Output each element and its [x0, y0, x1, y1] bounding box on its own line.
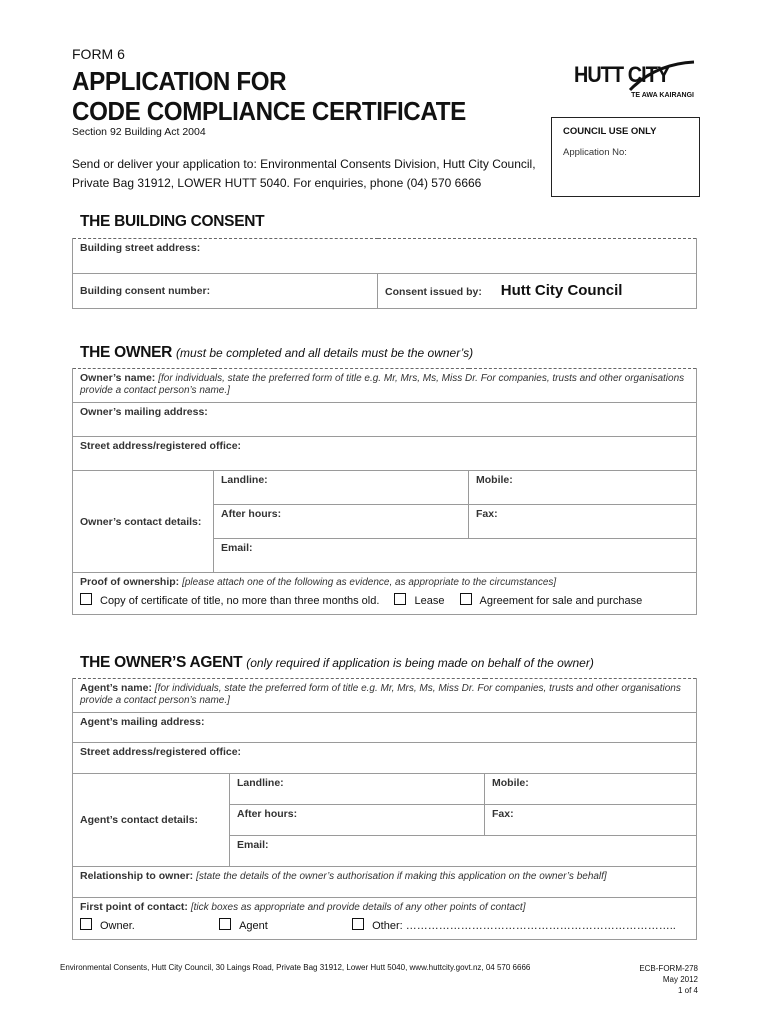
- owner-mailing-address-field[interactable]: [73, 403, 697, 437]
- agent-street-address-field[interactable]: [73, 743, 697, 774]
- form-number: FORM 6: [72, 46, 125, 62]
- send-line-2: Private Bag 31912, LOWER HUTT 5040. For enquiries, phone (04) 570 6666: [72, 176, 482, 190]
- owner-name-hint: [for individuals, state the preferred form of title e.g. Mr, Mrs, Ms, Miss Dr. For companies, trusts and other organisations provide a contact person’s name.]: [80, 373, 685, 396]
- agent-name-field[interactable]: [73, 679, 697, 713]
- building-consent-number-label: Building consent number:: [80, 285, 211, 297]
- owner-heading-note: (must be completed and all details must be the owner’s): [176, 346, 474, 360]
- contact-option-agent-label: Agent: [239, 920, 268, 932]
- owner-heading-text: THE OWNER: [80, 344, 173, 361]
- agent-contact-details-label: Agent’s contact details:: [80, 814, 199, 826]
- owner-landline-label: Landline:: [221, 474, 268, 486]
- proof-of-ownership-label: Proof of ownership:: [80, 576, 180, 588]
- agent-after-hours-field[interactable]: [230, 805, 485, 836]
- title-line-2: CODE COMPLIANCE CERTIFICATE: [72, 96, 466, 126]
- owner-email-field[interactable]: [214, 539, 697, 573]
- relationship-to-owner-hint: [state the details of the owner’s authorisation if making this application on the owner’s behalf]: [196, 871, 607, 882]
- owner-contact-details-label: Owner’s contact details:: [80, 515, 202, 528]
- building-street-address-field[interactable]: [73, 239, 697, 274]
- checkbox-icon[interactable]: [80, 918, 92, 930]
- proof-option-agreement-label: Agreement for sale and purchase: [479, 595, 643, 607]
- page-title: [72, 66, 466, 126]
- contact-option-other[interactable]: [352, 920, 676, 932]
- agent-mailing-address-field[interactable]: [73, 713, 697, 743]
- owner-mobile-label: Mobile:: [476, 474, 513, 486]
- footer-date: May 2012: [662, 975, 698, 984]
- council-use-box: [551, 117, 700, 197]
- proof-of-ownership-cell: [73, 573, 697, 615]
- consent-issued-by-label: Consent issued by:: [385, 286, 482, 298]
- owner-contact-details-cell: [73, 471, 214, 573]
- section-reference: Section 92 Building Act 2004: [72, 126, 206, 138]
- send-instructions: [72, 155, 542, 193]
- footer-form-code: ECB-FORM-278: [639, 964, 698, 973]
- agent-email-label: Email:: [237, 839, 269, 851]
- agent-heading-note: (only required if application is being made on behalf of the owner): [246, 656, 594, 670]
- first-point-of-contact-label: First point of contact:: [80, 901, 188, 913]
- application-no-label: Application No:: [563, 147, 627, 158]
- building-consent-table: [72, 238, 697, 309]
- agent-contact-details-cell: [73, 774, 230, 867]
- title-line-1: APPLICATION FOR: [72, 66, 287, 96]
- send-line-1: Send or deliver your application to: Environmental Consents Division, Hutt City Council,: [72, 157, 536, 171]
- proof-option-agreement[interactable]: [460, 595, 643, 607]
- owner-fax-field[interactable]: [469, 505, 697, 539]
- agent-mobile-label: Mobile:: [492, 777, 529, 789]
- agent-street-address-label: Street address/registered office:: [80, 746, 242, 758]
- building-consent-heading: THE BUILDING CONSENT: [80, 213, 265, 230]
- agent-fax-field[interactable]: [485, 805, 697, 836]
- agent-mailing-address-label: Agent’s mailing address:: [80, 716, 205, 728]
- relationship-to-owner-label: Relationship to owner:: [80, 870, 194, 882]
- checkbox-icon[interactable]: [80, 593, 92, 605]
- footer-page-number: 1 of 4: [677, 986, 698, 995]
- owner-mailing-address-label: Owner’s mailing address:: [80, 406, 208, 418]
- owner-mobile-field[interactable]: [469, 471, 697, 505]
- building-consent-number-field[interactable]: [73, 274, 378, 309]
- checkbox-icon[interactable]: [394, 593, 406, 605]
- proof-option-lease[interactable]: [394, 595, 444, 607]
- contact-option-owner-label: Owner.: [100, 920, 135, 932]
- footer-meta: [620, 963, 698, 996]
- agent-fax-label: Fax:: [492, 808, 514, 820]
- first-point-of-contact-hint: [tick boxes as appropriate and provide details of any other points of contact]: [190, 902, 526, 913]
- consent-issued-by-value: Hutt City Council: [500, 282, 623, 299]
- owner-name-field[interactable]: [73, 369, 697, 403]
- proof-option-lease-label: Lease: [414, 595, 445, 607]
- proof-option-certificate[interactable]: [80, 595, 379, 607]
- owner-after-hours-field[interactable]: [214, 505, 469, 539]
- agent-heading-text: THE OWNER’S AGENT: [80, 654, 243, 671]
- owner-street-address-label: Street address/registered office:: [80, 440, 242, 452]
- hutt-city-logo: [570, 60, 700, 106]
- checkbox-icon[interactable]: [219, 918, 231, 930]
- agent-name-label: Agent’s name:: [80, 682, 152, 694]
- checkbox-icon[interactable]: [352, 918, 364, 930]
- agent-email-field[interactable]: [230, 836, 697, 867]
- agent-name-hint: [for individuals, state the preferred form of title e.g. Mr, Mrs, Ms, Miss Dr. For companies, trusts and other organisations provide a contact person’s name.]: [80, 683, 681, 706]
- agent-landline-label: Landline:: [237, 777, 284, 789]
- logo-wordmark: HUTT CITY: [574, 62, 670, 87]
- owner-after-hours-label: After hours:: [221, 508, 282, 520]
- owner-email-label: Email:: [221, 542, 253, 554]
- agent-mobile-field[interactable]: [485, 774, 697, 805]
- contact-option-other-label: Other: ………………………………………………………………..: [372, 920, 676, 932]
- contact-option-agent[interactable]: [219, 918, 349, 932]
- owner-heading: [80, 344, 473, 362]
- consent-issued-by-cell: [378, 274, 697, 309]
- agent-landline-field[interactable]: [230, 774, 485, 805]
- owner-street-address-field[interactable]: [73, 437, 697, 471]
- owner-fax-label: Fax:: [476, 508, 498, 520]
- checkbox-icon[interactable]: [460, 593, 472, 605]
- contact-option-owner[interactable]: [80, 918, 216, 932]
- proof-option-certificate-label: Copy of certificate of title, no more than three months old.: [100, 595, 380, 607]
- owner-landline-field[interactable]: [214, 471, 469, 505]
- owner-table: [72, 368, 697, 615]
- relationship-to-owner-field[interactable]: [73, 867, 697, 898]
- council-use-heading: COUNCIL USE ONLY: [563, 126, 657, 137]
- proof-of-ownership-hint: [please attach one of the following as evidence, as appropriate to the circumstances]: [182, 577, 557, 588]
- logo-tagline: TE AWA KAIRANGI: [631, 92, 694, 99]
- footer-address: Environmental Consents, Hutt City Council, 30 Laings Road, Private Bag 31912, Lower Hutt 5040, www.huttcity.govt.nz, 04 570 6666: [60, 963, 531, 972]
- agent-table: [72, 678, 697, 940]
- agent-after-hours-label: After hours:: [237, 808, 298, 820]
- owner-name-label: Owner’s name:: [80, 372, 156, 384]
- building-street-address-label: Building street address:: [80, 242, 201, 254]
- first-point-of-contact-cell: [73, 898, 697, 940]
- agent-heading: [80, 654, 594, 672]
